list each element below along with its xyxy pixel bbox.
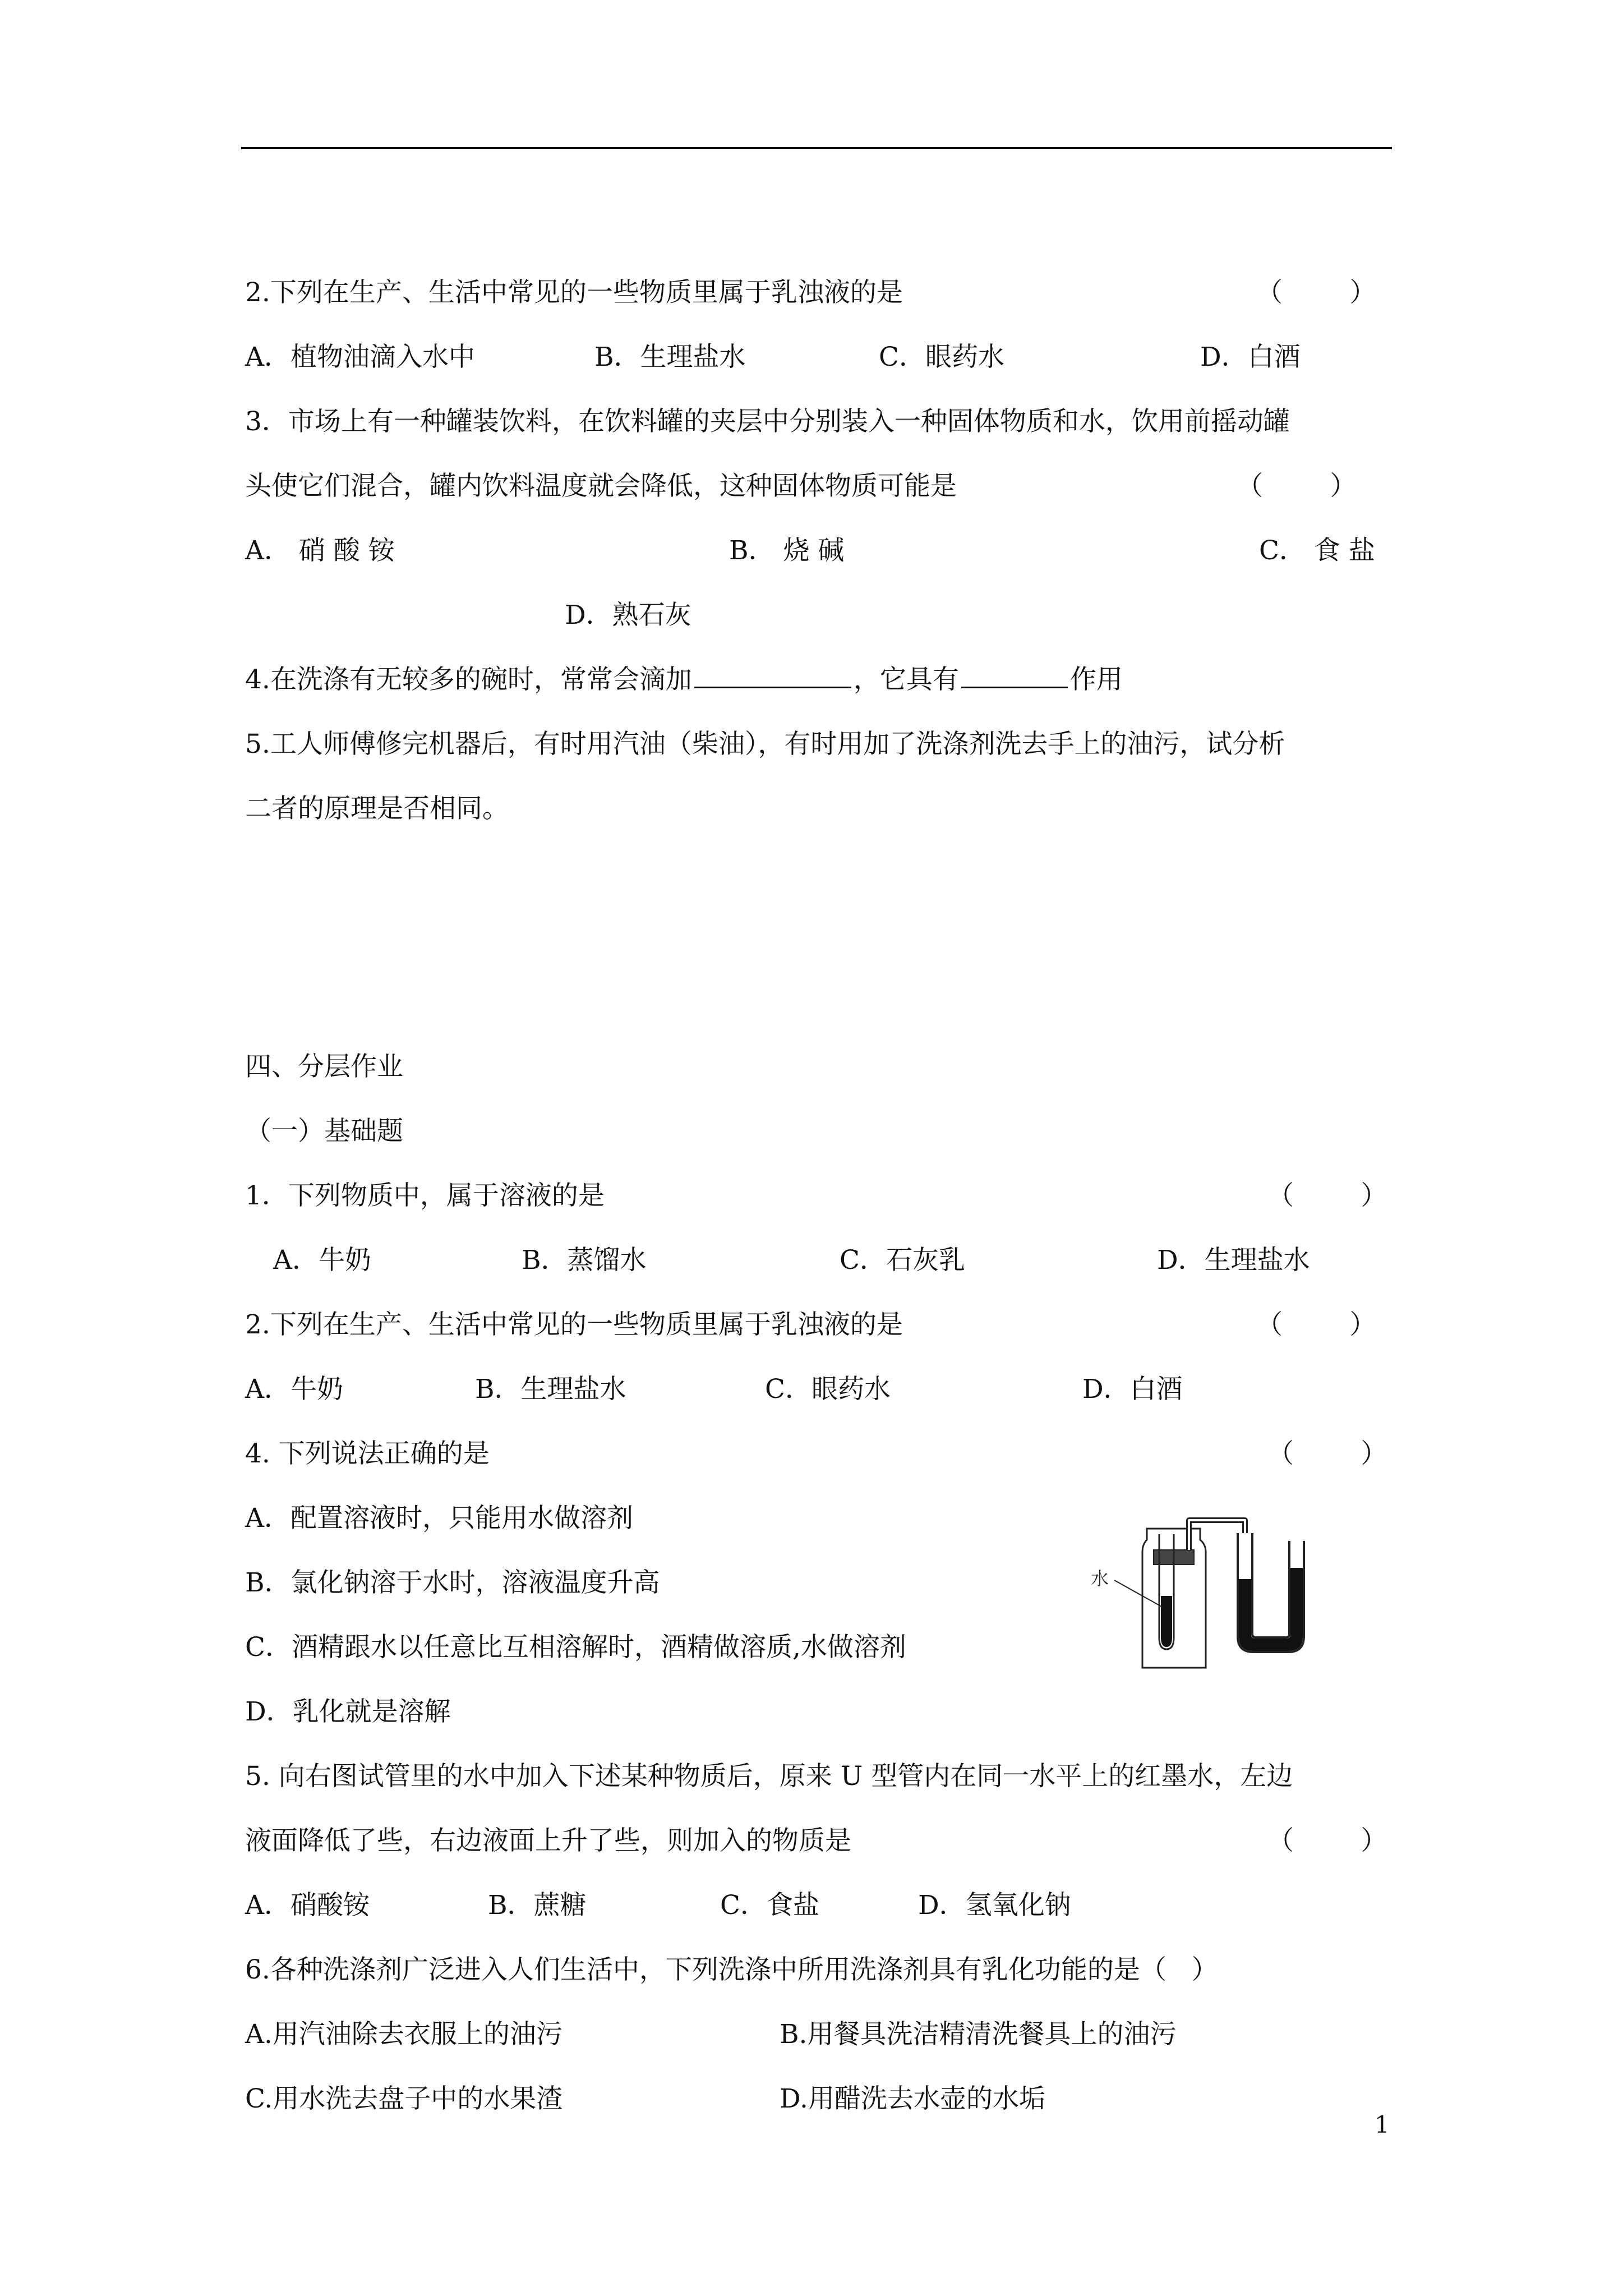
q2a-stem: 2.下列在生产、生活中常见的一些物质里属于乳浊液的是 bbox=[245, 277, 903, 308]
b5-option-b: B．蔗糖 bbox=[488, 1890, 587, 1921]
b1-option-c: C．石灰乳 bbox=[840, 1245, 965, 1276]
q4a-blank-2 bbox=[961, 664, 1068, 688]
q3a-answer-paren: （ ） bbox=[1237, 471, 1357, 501]
header-rule bbox=[241, 147, 1392, 149]
b6-option-c: C.用水洗去盘子中的水果渣 bbox=[245, 2083, 563, 2114]
b5-option-c: C．食盐 bbox=[720, 1890, 819, 1921]
section-subtitle: （一）基础题 bbox=[245, 1116, 403, 1147]
q3a-option-a: A． 硝 酸 铵 bbox=[245, 535, 395, 566]
q2a-option-d: D．白酒 bbox=[1200, 342, 1301, 372]
b2-option-c: C．眼药水 bbox=[765, 1374, 891, 1405]
b4-option-b: B．氯化钠溶于水时，溶液温度升高 bbox=[245, 1567, 660, 1598]
q4a-text-before: 4.在洗涤有无较多的碗时，常常会滴加 bbox=[245, 664, 692, 695]
q3a-option-c: C． 食 盐 bbox=[1259, 535, 1375, 566]
b5-option-d: D．氢氧化钠 bbox=[918, 1890, 1071, 1921]
u-tube-apparatus-figure bbox=[1080, 1517, 1326, 1674]
q4a-stem bbox=[245, 663, 1123, 697]
q3a-stem-line2: 头使它们混合，罐内饮料温度就会降低，这种固体物质可能是 bbox=[245, 471, 957, 501]
page-number: 1 bbox=[1375, 2111, 1390, 2138]
b4-answer-paren: （ ） bbox=[1267, 1438, 1387, 1469]
q3a-stem-line1: 3．市场上有一种罐装饮料，在饮料罐的夹层中分别装入一种固体物质和水，饮用前摇动罐 bbox=[245, 406, 1290, 437]
b1-stem: 1．下列物质中，属于溶液的是 bbox=[245, 1180, 605, 1211]
q2a-option-c: C．眼药水 bbox=[879, 342, 1004, 372]
q2a-option-a: A．植物油滴入水中 bbox=[245, 342, 475, 372]
q3a-option-d: D．熟石灰 bbox=[565, 600, 691, 631]
b6-option-d: D.用醋洗去水壶的水垢 bbox=[780, 2083, 1045, 2114]
water-label: 水 bbox=[1091, 1568, 1109, 1589]
b2-stem: 2.下列在生产、生活中常见的一些物质里属于乳浊液的是 bbox=[245, 1309, 903, 1340]
b4-option-a: A．配置溶液时，只能用水做溶剂 bbox=[245, 1503, 633, 1534]
b2-option-a: A．牛奶 bbox=[245, 1374, 343, 1405]
q2a-answer-paren: （ ） bbox=[1256, 277, 1376, 308]
u-tube-inner bbox=[1252, 1533, 1289, 1637]
q4a-text-middle: ，它具有 bbox=[853, 664, 959, 695]
q4a-text-after: 作用 bbox=[1069, 664, 1123, 695]
b5-answer-paren: （ ） bbox=[1267, 1825, 1387, 1856]
water-label-pointer bbox=[1114, 1580, 1163, 1607]
b1-option-d: D．生理盐水 bbox=[1157, 1245, 1310, 1276]
q4a-blank-1 bbox=[694, 664, 851, 688]
section-title: 四、分层作业 bbox=[245, 1051, 403, 1082]
b1-answer-paren: （ ） bbox=[1267, 1180, 1387, 1211]
b5-stem-line1: 5. 向右图试管里的水中加入下述某种物质后，原来 U 型管内在同一水平上的红墨水，左边 bbox=[245, 1761, 1293, 1792]
b4-option-d: D．乳化就是溶解 bbox=[245, 1696, 451, 1727]
b4-option-c: C．酒精跟水以任意比互相溶解时，酒精做溶质,水做溶剂 bbox=[245, 1632, 906, 1663]
q3a-option-b: B． 烧 碱 bbox=[729, 535, 845, 566]
b1-option-a: A．牛奶 bbox=[273, 1245, 371, 1276]
b6-option-b: B.用餐具洗洁精清洗餐具上的油污 bbox=[780, 2019, 1177, 2050]
b2-option-d: D．白酒 bbox=[1082, 1374, 1183, 1405]
b5-option-a: A．硝酸铵 bbox=[245, 1890, 370, 1921]
b2-option-b: B．生理盐水 bbox=[475, 1374, 626, 1405]
q5a-stem-line2: 二者的原理是否相同。 bbox=[245, 793, 509, 824]
b4-stem: 4. 下列说法正确的是 bbox=[245, 1438, 490, 1469]
b1-option-b: B．蒸馏水 bbox=[522, 1245, 647, 1276]
q2a-option-b: B．生理盐水 bbox=[594, 342, 746, 372]
test-tube-water bbox=[1161, 1596, 1172, 1647]
q5a-stem-line1: 5.工人师傅修完机器后，有时用汽油（柴油），有时用加了洗涤剂洗去手上的油污，试分析 bbox=[245, 729, 1285, 760]
b2-answer-paren: （ ） bbox=[1256, 1309, 1376, 1340]
b6-option-a: A.用汽油除去衣服上的油污 bbox=[245, 2019, 562, 2050]
b6-stem: 6.各种洗涤剂广泛进入人们生活中，下列洗涤中所用洗涤剂具有乳化功能的是（ ） bbox=[245, 1954, 1218, 1985]
b5-stem-line2: 液面降低了些，右边液面上升了些，则加入的物质是 bbox=[245, 1825, 851, 1856]
